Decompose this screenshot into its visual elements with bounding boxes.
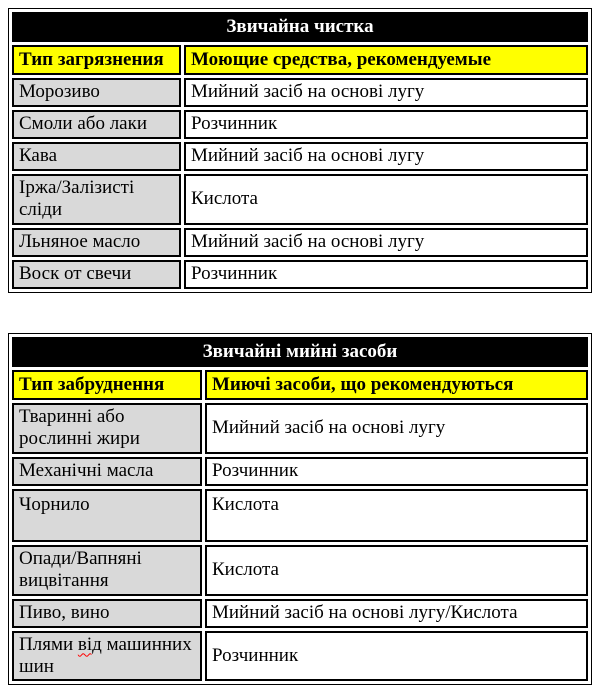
agent-cell: Розчинник <box>205 631 588 682</box>
type-column-header: Тип загрязнения <box>12 45 181 75</box>
type-cell: Морозиво <box>12 78 181 107</box>
table-title: Звичайні мийні засоби <box>12 337 588 367</box>
misspelled-word: від <box>77 633 102 655</box>
agent-column-header: Миючі засоби, що рекомендуються <box>205 370 588 400</box>
table-row <box>12 174 588 225</box>
agent-cell: Мийний засіб на основі лугу <box>205 403 588 454</box>
column-header-row <box>12 370 588 400</box>
table-row <box>12 457 588 486</box>
table-title-row <box>12 337 588 367</box>
agent-column-header: Моющие средства, рекомендуемые <box>184 45 588 75</box>
table-row <box>12 228 588 257</box>
agent-cell: Кислота <box>184 174 588 225</box>
table-row <box>12 489 588 542</box>
agent-cell: Розчинник <box>184 260 588 289</box>
type-cell: Воск от свечи <box>12 260 181 289</box>
agent-cell: Мийний засіб на основі лугу <box>184 228 588 257</box>
table-title-row <box>12 12 588 42</box>
type-cell: Механічні масла <box>12 457 202 486</box>
type-text: машинних шин <box>19 633 192 678</box>
type-cell: Пиво, вино <box>12 599 202 628</box>
agent-cell: Мийний засіб на основі лугу <box>184 78 588 107</box>
type-cell: Смоли або лаки <box>12 110 181 139</box>
type-cell <box>12 631 202 682</box>
table-row <box>12 631 588 682</box>
agent-cell: Розчинник <box>205 457 588 486</box>
table-row <box>12 403 588 454</box>
agent-cell: Кислота <box>205 489 588 542</box>
type-cell: Іржа/Залізисті сліди <box>12 174 181 225</box>
table-row <box>12 110 588 139</box>
table-title: Звичайна чистка <box>12 12 588 42</box>
type-cell: Тваринні або рослинні жири <box>12 403 202 454</box>
ordinary-cleaning-table <box>8 8 592 293</box>
table-row <box>12 142 588 171</box>
type-text: Плями <box>19 633 78 655</box>
column-header-row <box>12 45 588 75</box>
agent-cell: Розчинник <box>184 110 588 139</box>
type-cell: Льняное масло <box>12 228 181 257</box>
agent-cell: Кислота <box>205 545 588 596</box>
type-cell: Чорнило <box>12 489 202 542</box>
type-cell: Опади/Вапняні вицвітання <box>12 545 202 596</box>
type-column-header: Тип забруднення <box>12 370 202 400</box>
agent-cell: Мийний засіб на основі лугу/Кислота <box>205 599 588 628</box>
table-row <box>12 545 588 596</box>
agent-cell: Мийний засіб на основі лугу <box>184 142 588 171</box>
table-row <box>12 260 588 289</box>
table-row <box>12 599 588 628</box>
table-row <box>12 78 588 107</box>
ordinary-detergents-table <box>8 333 592 686</box>
type-cell: Кава <box>12 142 181 171</box>
